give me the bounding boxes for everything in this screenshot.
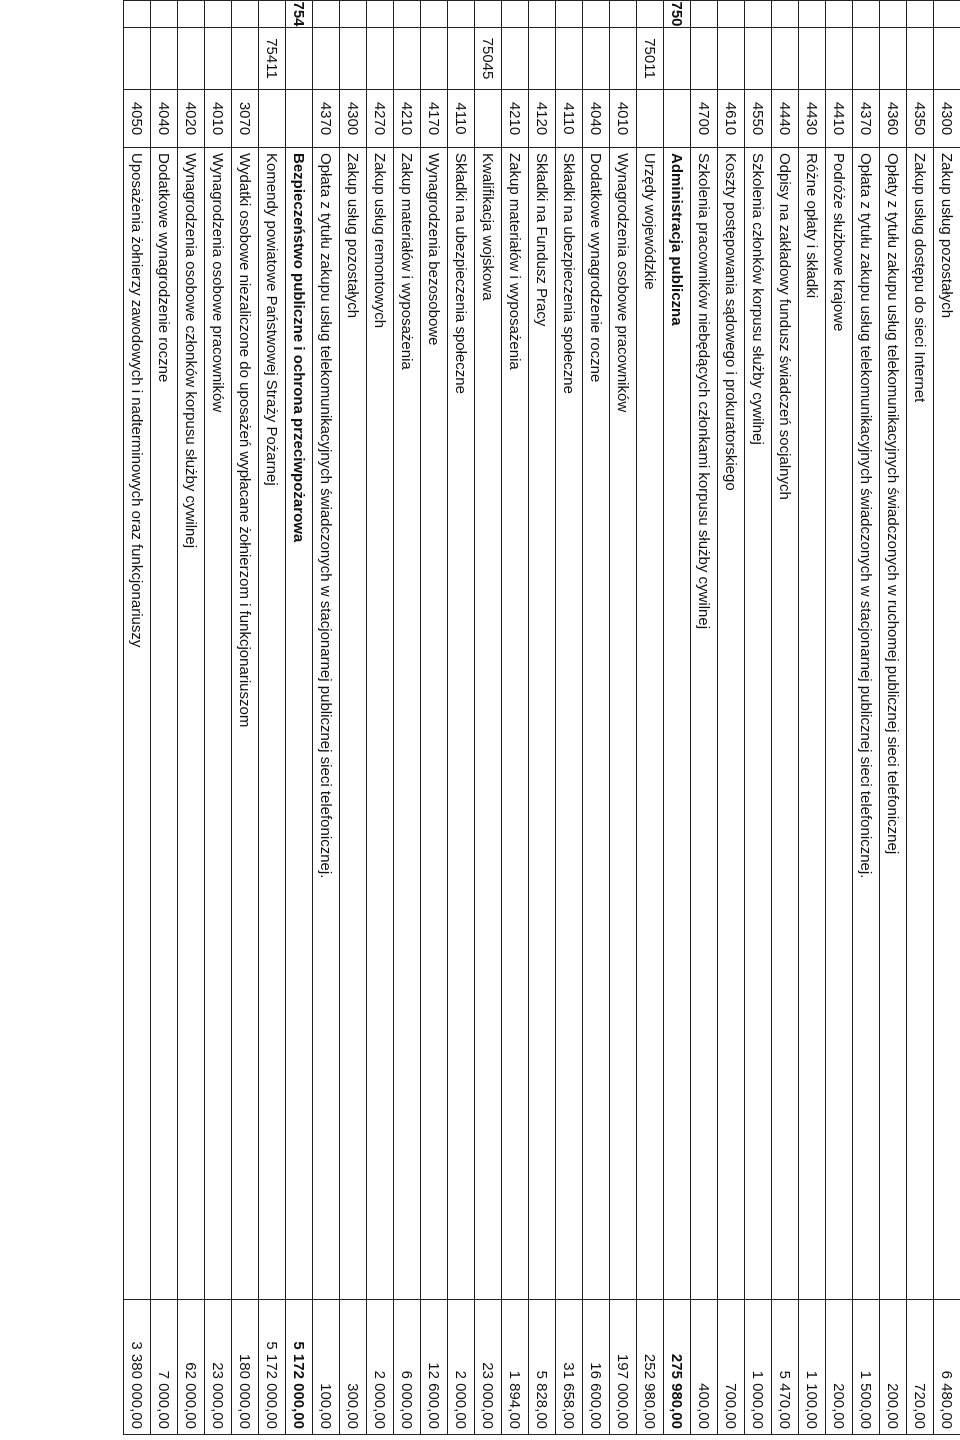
item-name: Opłata z tytułu zakupu usług telekomunikacyjnych świadczonych w stacjonarnej publicznej sieci telefonicznej. — [853, 148, 880, 1300]
dzial-code — [313, 1, 340, 28]
table-row — [610, 1, 637, 1435]
item-name: Składki na ubezpieczenia społeczne — [448, 148, 475, 1300]
rozdzial-code: 75411 — [259, 28, 286, 90]
table-row — [691, 1, 718, 1435]
paragraf-code: 4370 — [853, 90, 880, 148]
table-row — [502, 1, 529, 1435]
table-row — [232, 1, 259, 1435]
amount-value: 700,00 — [718, 1300, 745, 1435]
table-row — [205, 1, 232, 1435]
rozdzial-code — [124, 28, 151, 90]
rozdzial-code — [502, 28, 529, 90]
amount-value: 23 000,00 — [205, 1300, 232, 1435]
dzial-code — [205, 1, 232, 28]
rozdzial-code — [448, 28, 475, 90]
dzial-code — [232, 1, 259, 28]
rozdzial-code — [583, 28, 610, 90]
budget-table — [123, 0, 960, 1435]
amount-value: 5 828,00 — [529, 1300, 556, 1435]
paragraf-code: 4270 — [367, 90, 394, 148]
item-name: Zakup materiałów i wyposażenia — [394, 148, 421, 1300]
dzial-code — [340, 1, 367, 28]
dzial-code — [421, 1, 448, 28]
paragraf-code: 4430 — [799, 90, 826, 148]
table-row — [772, 1, 799, 1435]
dzial-code — [880, 1, 907, 28]
paragraf-code: 4040 — [583, 90, 610, 148]
amount-value: 6 000,00 — [394, 1300, 421, 1435]
item-name: Składki na Fundusz Pracy — [529, 148, 556, 1300]
amount-value: 200,00 — [826, 1300, 853, 1435]
section-row — [286, 1, 313, 1435]
paragraf-code — [259, 90, 286, 148]
dzial-code — [637, 1, 664, 28]
dzial-code — [502, 1, 529, 28]
dzial-code — [556, 1, 583, 28]
paragraf-code — [664, 90, 691, 148]
table-row — [313, 1, 340, 1435]
rozdzial-code — [907, 28, 934, 90]
rozdzial-code — [799, 28, 826, 90]
table-row — [853, 1, 880, 1435]
amount-value: 180 000,00 — [232, 1300, 259, 1435]
subsection-row — [475, 1, 502, 1435]
amount-value: 5 172 000,00 — [286, 1300, 313, 1435]
rozdzial-code — [664, 28, 691, 90]
amount-value: 16 600,00 — [583, 1300, 610, 1435]
table-row — [934, 1, 960, 1435]
dzial-code — [367, 1, 394, 28]
paragraf-code: 4110 — [556, 90, 583, 148]
table-row — [529, 1, 556, 1435]
paragraf-code: 4110 — [448, 90, 475, 148]
rozdzial-code — [745, 28, 772, 90]
table-row — [421, 1, 448, 1435]
paragraf-code: 4170 — [421, 90, 448, 148]
table-row — [556, 1, 583, 1435]
table-row — [151, 1, 178, 1435]
section-row — [664, 1, 691, 1435]
paragraf-code: 4700 — [691, 90, 718, 148]
rozdzial-code — [853, 28, 880, 90]
rozdzial-code — [151, 28, 178, 90]
rozdzial-code — [232, 28, 259, 90]
paragraf-code: 4010 — [205, 90, 232, 148]
rozdzial-code — [880, 28, 907, 90]
dzial-code — [907, 1, 934, 28]
paragraf-code: 4120 — [529, 90, 556, 148]
rozdzial-code: 75011 — [637, 28, 664, 90]
dzial-code: 750 — [664, 1, 691, 28]
paragraf-code: 4300 — [934, 90, 960, 148]
item-name: Zakup usług remontowych — [367, 148, 394, 1300]
item-name: Kwalifikacja wojskowa — [475, 148, 502, 1300]
dzial-code — [259, 1, 286, 28]
item-name: Administracja publiczna — [664, 148, 691, 1300]
amount-value: 1 100,00 — [799, 1300, 826, 1435]
dzial-code — [178, 1, 205, 28]
table-row — [367, 1, 394, 1435]
item-name: Zakup usług pozostałych — [934, 148, 960, 1300]
table-row — [718, 1, 745, 1435]
item-name: Zakup materiałów i wyposażenia — [502, 148, 529, 1300]
dzial-code — [772, 1, 799, 28]
item-name: Wynagrodzenia bezosobowe — [421, 148, 448, 1300]
dzial-code — [529, 1, 556, 28]
item-name: Zakup usług dostępu do sieci Internet — [907, 148, 934, 1300]
budget-table-body — [124, 1, 960, 1435]
amount-value: 62 000,00 — [178, 1300, 205, 1435]
amount-value: 720,00 — [907, 1300, 934, 1435]
amount-value: 1 894,00 — [502, 1300, 529, 1435]
item-name: Wynagrodzenia osobowe pracowników — [205, 148, 232, 1300]
amount-value: 12 600,00 — [421, 1300, 448, 1435]
rozdzial-code — [934, 28, 960, 90]
paragraf-code: 4410 — [826, 90, 853, 148]
dzial-code — [475, 1, 502, 28]
rozdzial-code — [340, 28, 367, 90]
paragraf-code: 4360 — [880, 90, 907, 148]
dzial-code — [745, 1, 772, 28]
subsection-row — [259, 1, 286, 1435]
table-row — [124, 1, 151, 1435]
paragraf-code: 3070 — [232, 90, 259, 148]
item-name: Dodatkowe wynagrodzenie roczne — [151, 148, 178, 1300]
amount-value: 7 000,00 — [151, 1300, 178, 1435]
table-row — [907, 1, 934, 1435]
amount-value: 252 980,00 — [637, 1300, 664, 1435]
amount-value: 2 000,00 — [367, 1300, 394, 1435]
dzial-code — [799, 1, 826, 28]
paragraf-code: 4040 — [151, 90, 178, 148]
dzial-code — [853, 1, 880, 28]
item-name: Bezpieczeństwo publiczne i ochrona przeciwpożarowa — [286, 148, 313, 1300]
rozdzial-code: 75045 — [475, 28, 502, 90]
rozdzial-code — [718, 28, 745, 90]
item-name: Wydatki osobowe niezaliczone do uposażeń wypłacane żołnierzom i funkcjonariuszom — [232, 148, 259, 1300]
paragraf-code — [286, 90, 313, 148]
item-name: Koszty postępowania sądowego i prokuratorskiego — [718, 148, 745, 1300]
dzial-code — [610, 1, 637, 28]
amount-value: 5 470,00 — [772, 1300, 799, 1435]
amount-value: 300,00 — [340, 1300, 367, 1435]
table-row — [340, 1, 367, 1435]
item-name: Różne opłaty i składki — [799, 148, 826, 1300]
dzial-code — [691, 1, 718, 28]
item-name: Zakup usług pozostałych — [340, 148, 367, 1300]
amount-value: 6 480,00 — [934, 1300, 960, 1435]
amount-value: 5 172 000,00 — [259, 1300, 286, 1435]
item-name: Urzędy wojewódzkie — [637, 148, 664, 1300]
rozdzial-code — [772, 28, 799, 90]
paragraf-code: 4210 — [502, 90, 529, 148]
paragraf-code: 4370 — [313, 90, 340, 148]
paragraf-code: 4210 — [394, 90, 421, 148]
rozdzial-code — [610, 28, 637, 90]
dzial-code — [583, 1, 610, 28]
item-name: Szkolenia członków korpusu służby cywilnej — [745, 148, 772, 1300]
item-name: Opłaty z tytułu zakupu usług telekomunikacyjnych świadczonych w ruchomej publicznej sieci telefonicznej — [880, 148, 907, 1300]
dzial-code — [124, 1, 151, 28]
rozdzial-code — [313, 28, 340, 90]
table-row — [583, 1, 610, 1435]
rozdzial-code — [529, 28, 556, 90]
dzial-code — [448, 1, 475, 28]
paragraf-code: 4300 — [340, 90, 367, 148]
amount-value: 3 380 000,00 — [124, 1300, 151, 1435]
rozdzial-code — [421, 28, 448, 90]
item-name: Opłata z tytułu zakupu usług telekomunikacyjnych świadczonych w stacjonarnej publicznej sieci telefonicznej. — [313, 148, 340, 1300]
rozdzial-code — [178, 28, 205, 90]
dzial-code — [718, 1, 745, 28]
paragraf-code: 4010 — [610, 90, 637, 148]
item-name: Podróże służbowe krajowe — [826, 148, 853, 1300]
dzial-code — [826, 1, 853, 28]
table-row — [745, 1, 772, 1435]
item-name: Uposażenia żołnierzy zawodowych i nadterminowych oraz funkcjonariuszy — [124, 148, 151, 1300]
amount-value: 197 000,00 — [610, 1300, 637, 1435]
amount-value: 100,00 — [313, 1300, 340, 1435]
paragraf-code: 4350 — [907, 90, 934, 148]
table-row — [178, 1, 205, 1435]
table-row — [880, 1, 907, 1435]
rozdzial-code — [556, 28, 583, 90]
amount-value: 1 000,00 — [745, 1300, 772, 1435]
item-name: Odpisy na zakładowy fundusz świadczeń socjalnych — [772, 148, 799, 1300]
amount-value: 400,00 — [691, 1300, 718, 1435]
rozdzial-code — [394, 28, 421, 90]
rozdzial-code — [367, 28, 394, 90]
dzial-code — [394, 1, 421, 28]
amount-value: 200,00 — [880, 1300, 907, 1435]
item-name: Szkolenia pracowników niebędących członkami korpusu służby cywilnej — [691, 148, 718, 1300]
paragraf-code: 4050 — [124, 90, 151, 148]
item-name: Wynagrodzenia osobowe członków korpusu służby cywilnej — [178, 148, 205, 1300]
rozdzial-code — [826, 28, 853, 90]
dzial-code — [934, 1, 960, 28]
table-row — [826, 1, 853, 1435]
table-row — [448, 1, 475, 1435]
subsection-row — [637, 1, 664, 1435]
rozdzial-code — [286, 28, 313, 90]
amount-value: 2 000,00 — [448, 1300, 475, 1435]
paragraf-code: 4020 — [178, 90, 205, 148]
dzial-code — [151, 1, 178, 28]
paragraf-code: 4610 — [718, 90, 745, 148]
paragraf-code: 4550 — [745, 90, 772, 148]
paragraf-code: 4440 — [772, 90, 799, 148]
rozdzial-code — [691, 28, 718, 90]
dzial-code: 754 — [286, 1, 313, 28]
rozdzial-code — [205, 28, 232, 90]
item-name: Dodatkowe wynagrodzenie roczne — [583, 148, 610, 1300]
amount-value: 1 500,00 — [853, 1300, 880, 1435]
item-name: Składki na ubezpieczenia społeczne — [556, 148, 583, 1300]
item-name: Komendy powiatowe Państwowej Straży Pożarnej — [259, 148, 286, 1300]
amount-value: 23 000,00 — [475, 1300, 502, 1435]
paragraf-code — [475, 90, 502, 148]
table-row — [394, 1, 421, 1435]
item-name: Wynagrodzenia osobowe pracowników — [610, 148, 637, 1300]
amount-value: 275 980,00 — [664, 1300, 691, 1435]
paragraf-code — [637, 90, 664, 148]
amount-value: 31 658,00 — [556, 1300, 583, 1435]
table-row — [799, 1, 826, 1435]
